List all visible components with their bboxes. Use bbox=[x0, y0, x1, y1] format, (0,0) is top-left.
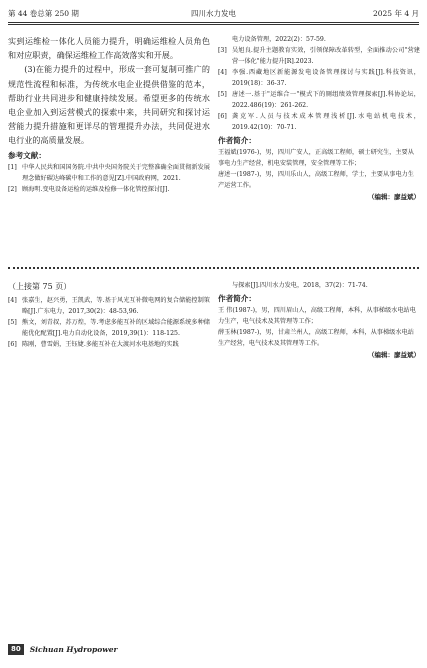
reference-item bbox=[8, 295, 210, 317]
author-bio-list bbox=[218, 305, 420, 349]
reference-item bbox=[8, 339, 210, 350]
reference-number: [6] bbox=[218, 113, 227, 120]
reference-list bbox=[218, 34, 420, 133]
reference-item bbox=[218, 111, 420, 133]
reference-item bbox=[8, 162, 210, 184]
reference-number: [5] bbox=[8, 319, 17, 326]
author-bio: 唐述一(1987-)，男，四川乐山人，高级工程师，学士，主要从事电力生产运营工作。 bbox=[218, 171, 414, 189]
author-bio: 薛玉林(1987-)，男，甘肃兰州人，高级工程师，本科，从事梯级水电站生产经营，电气技术及其管理等工作。 bbox=[218, 329, 414, 347]
reference-number: [1] bbox=[8, 163, 17, 171]
reference-item bbox=[218, 89, 420, 111]
reference-number: [4] bbox=[8, 297, 17, 304]
references-title: 参考文献： bbox=[8, 150, 46, 160]
reference-number: [3] bbox=[218, 47, 227, 54]
reference-text: 吴旭良.提升主题教育实效，引领保障改革转型，全面推动公司"营建营一体化"能力提升[R].2023. bbox=[232, 47, 420, 65]
header-date: 2025 年 4 月 bbox=[372, 9, 419, 18]
body-paragraph: 实到运维检一体化人员能力提升，明确运维检人员角色和对应职责，确保运维检工作高效落实和开展。 bbox=[8, 36, 210, 61]
reference-continuation bbox=[218, 34, 420, 45]
running-header bbox=[8, 8, 419, 22]
reference-text: 张嘉生，赵兴勇，王凯武，等.基于风光互补微电网的复合储能控制策略[J].广东电力，2017,30(2)：48-53,96. bbox=[22, 297, 210, 315]
author-bio-title: 作者简介： bbox=[218, 294, 256, 303]
reference-item bbox=[218, 45, 420, 67]
reference-text: 龚克军.人员与技术成本管理浅析[J].水电站机电技术，2019.42(10)：70-71. bbox=[232, 113, 420, 131]
left-column-bottom bbox=[8, 280, 210, 350]
continued-from-label: （上接第 75 页） bbox=[8, 282, 72, 291]
page-number: 80 bbox=[8, 644, 24, 655]
reference-item bbox=[8, 184, 210, 195]
reference-item bbox=[8, 317, 210, 339]
author-bio-list bbox=[218, 147, 420, 191]
author-bio: 王 伟(1987-)，男，四川眉山人，高级工程师，本科，从事梯级水电站电力生产，电气技术及其管理等工作； bbox=[218, 307, 416, 325]
reference-list bbox=[8, 162, 210, 195]
reference-number: [4] bbox=[218, 69, 227, 76]
editor-credit: （编辑：廖益斌） bbox=[368, 193, 420, 201]
right-column-bottom bbox=[218, 280, 420, 361]
reference-text: 中华人民共和国国务院.中共中央国务院关于完整准确全面贯彻新发展理念做好碳达峰碳中和工作的意见[Z].中国政府网，2021. bbox=[22, 163, 210, 182]
reference-text: 顾海明.变电设备运检的运维及检修一体化管控探讨[J]. bbox=[22, 185, 170, 193]
footer-journal-name: Sichuan Hydropower bbox=[29, 644, 118, 654]
reference-number: [5] bbox=[218, 91, 227, 98]
reference-number: [2] bbox=[8, 185, 17, 193]
reference-text: 李强.西藏地区新能源发电设备管理探讨与实践[J].科技资讯，2019(18)：36-37. bbox=[232, 69, 420, 87]
author-bio-title: 作者简介： bbox=[218, 136, 256, 145]
header-volume: 第 44 卷总第 250 期 bbox=[8, 9, 79, 18]
reference-text: 与探索[J].四川水力发电，2018，37(2)：71-74. bbox=[232, 282, 368, 289]
author-bio: 王福斌(1976-)，男，四川广安人，正高级工程师，硕士研究生，主要从事电力生产经营，机电安装管理，安全管理等工作； bbox=[218, 149, 414, 167]
reference-text: 唐述一.基于"运维合一"模式下的厕组绩效管理探索[J].科协论坛，2022.486(19)：261-262. bbox=[232, 91, 420, 109]
header-journal: 四川水力发电 bbox=[191, 9, 236, 18]
reference-list bbox=[218, 280, 420, 291]
reference-text: 熊文，刘青叔，苏万煌，等.考虑多能互补的区域综合能源系统多种储能优化配置[J].电力自动化设备，2019,39(1)：118-125. bbox=[22, 319, 210, 337]
reference-continuation bbox=[218, 280, 420, 291]
reference-item bbox=[218, 67, 420, 89]
section-divider bbox=[8, 267, 419, 269]
body-paragraph: (3)在能力提升的过程中，形成一套可复制可推广的规范性流程和标准，为传统水电企业提供借鉴的范本，帮助行业共同进步和健康持续发展。希望更多的传统水电企业加入到运营模式的探索中来，共同研究和探讨运营能力提升措施和更详尽的管理提升办法，共同促进水电行业的高质量发展。 bbox=[8, 64, 210, 146]
reference-text: 陈刚，曹雪娟，王钰婕.多能互补在大渡河水电基地的实践 bbox=[22, 341, 179, 348]
left-column-top bbox=[8, 34, 210, 195]
right-column-top bbox=[218, 34, 420, 203]
reference-number: [6] bbox=[8, 341, 17, 348]
reference-text: 电力设备管理，2022(2)：57-59. bbox=[232, 36, 326, 43]
editor-credit: （编辑：廖益斌） bbox=[368, 351, 420, 359]
page-footer bbox=[8, 642, 117, 656]
header-rule bbox=[8, 22, 419, 25]
reference-list bbox=[8, 295, 210, 350]
